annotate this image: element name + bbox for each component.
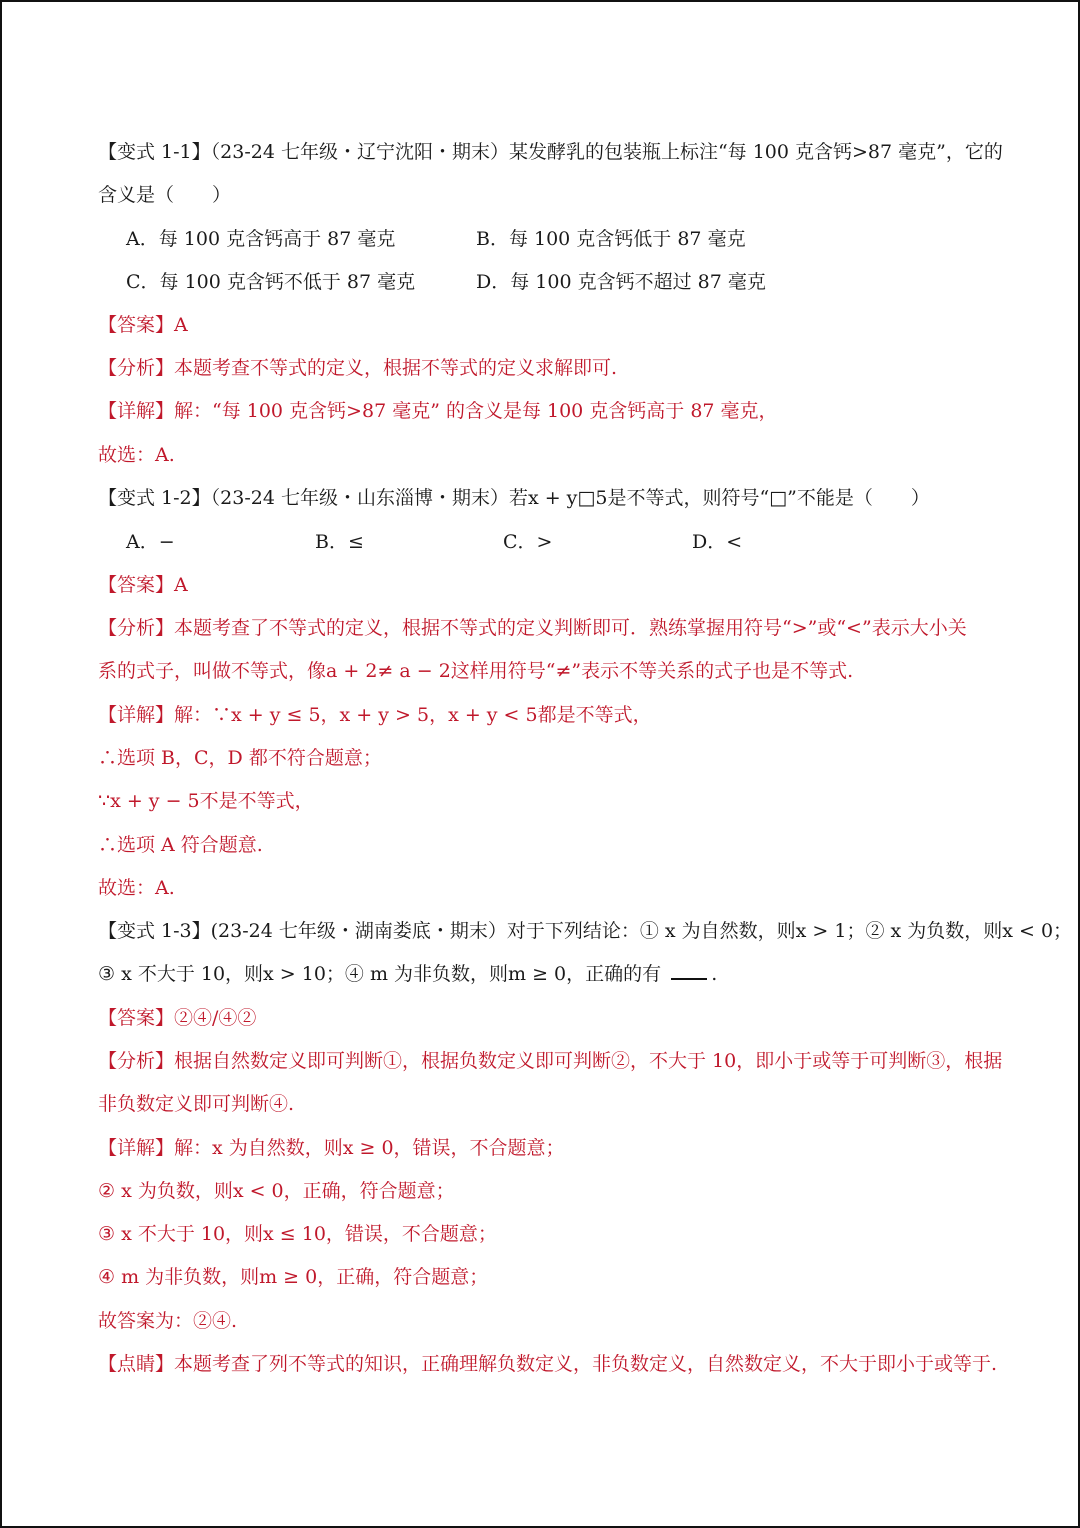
q2-detail-2: ∴选项 B，C，D 都不符合题意； [98, 747, 382, 769]
q3-answer: 【答案】②④/④② [98, 1007, 257, 1029]
q2-option-b: B．≤ [315, 531, 364, 553]
q2-option-d: D．< [692, 531, 743, 553]
q3-conclusion: 故答案为：②④. [98, 1310, 238, 1332]
q3-header-text: ③ x 不大于 10，则x > 10；④ m 为非负数，则m ≥ 0，正确的有 [98, 963, 662, 985]
q3-header: 【变式 1-3】(23-24 七年级・湖南娄底・期末）对于下列结论：① x 为自然数，则x > 1；② x 为负数，则x < 0； [98, 920, 1073, 942]
q1-detail: 【详解】解：“每 100 克含钙>87 毫克” 的含义是每 100 克含钙高于 87 毫克， [98, 400, 778, 422]
q1-analysis: 【分析】本题考查不等式的定义，根据不等式的定义求解即可. [98, 357, 618, 379]
q3-header-cont [98, 961, 998, 987]
q1-option-c: C．每 100 克含钙不低于 87 毫克 [126, 271, 416, 293]
q1-option-a: A．每 100 克含钙高于 87 毫克 [126, 228, 396, 250]
q1-conclusion: 故选：A. [98, 444, 175, 466]
q3-analysis-cont: 非负数定义即可判断④. [98, 1093, 295, 1115]
q1-option-b: B．每 100 克含钙低于 87 毫克 [476, 228, 746, 250]
q2-answer: 【答案】A [98, 574, 188, 596]
answer-blank [671, 962, 707, 980]
q1-option-d: D．每 100 克含钙不超过 87 毫克 [476, 271, 766, 293]
q3-detail-1: 【详解】解：x 为自然数，则x ≥ 0，错误，不合题意； [98, 1137, 565, 1159]
q3-detail-4: ④ m 为非负数，则m ≥ 0，正确，符合题意； [98, 1266, 489, 1288]
q2-analysis-cont: 系的式子，叫做不等式，像a + 2≠ a − 2这样用符号“≠”表示不等关系的式子也是不等式. [98, 660, 854, 682]
q3-analysis: 【分析】根据自然数定义即可判断①，根据负数定义即可判断②，不大于 10，即小于或等于可判断③，根据 [98, 1050, 1003, 1072]
q2-analysis: 【分析】本题考查了不等式的定义，根据不等式的定义判断即可．熟练掌握用符号“>”或“<”表示大小关 [98, 617, 967, 639]
q1-header: 【变式 1-1】（23-24 七年级・辽宁沈阳・期末）某发酵乳的包装瓶上标注“每 100 克含钙>87 毫克”，它的 [98, 141, 1003, 163]
q3-detail-3: ③ x 不大于 10，则x ≤ 10，错误，不合题意； [98, 1223, 497, 1245]
q2-option-c: C．> [503, 531, 553, 553]
q2-detail-1: 【详解】解：∵x + y ≤ 5，x + y > 5，x + y < 5都是不等式， [98, 704, 652, 726]
q2-detail-3: ∵x + y − 5不是不等式， [98, 790, 314, 812]
q2-conclusion: 故选：A. [98, 877, 175, 899]
q2-option-a: A．− [126, 531, 175, 553]
q2-header: 【变式 1-2】（23-24 七年级・山东淄博・期末）若x + y□5是不等式，则符号“□”不能是（ ） [98, 487, 930, 509]
q3-detail-2: ② x 为负数，则x < 0，正确，符合题意； [98, 1180, 455, 1202]
q3-header-period: . [711, 963, 718, 985]
q2-detail-4: ∴选项 A 符合题意. [98, 834, 263, 856]
q3-remark: 【点睛】本题考查了列不等式的知识，正确理解负数定义，非负数定义，自然数定义，不大于即小于或等于. [98, 1353, 998, 1375]
q1-header-cont: 含义是（ ） [98, 184, 232, 206]
q1-answer: 【答案】A [98, 314, 188, 336]
